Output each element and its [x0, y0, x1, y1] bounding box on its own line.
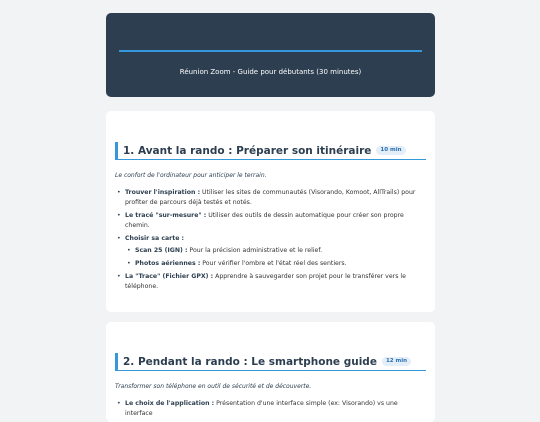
list-item — [125, 234, 426, 269]
item-label: Trouver l'inspiration : — [125, 189, 201, 196]
list-item — [125, 272, 426, 292]
sub-item-list — [125, 246, 426, 269]
section-title: 2. Pendant la rando : Le smartphone guide — [123, 355, 377, 368]
item-text: Pour vérifier l'ombre et l'état réel des sentiers. — [200, 260, 347, 267]
header-divider — [119, 50, 422, 52]
item-label: Choisir sa carte : — [125, 235, 185, 242]
list-item — [125, 188, 426, 208]
header-subtitle: Réunion Zoom - Guide pour débutants (30 minutes) — [179, 68, 362, 76]
header-banner — [106, 13, 435, 97]
item-text: Pour la précision administrative et le relief. — [187, 247, 323, 254]
section-heading — [115, 142, 426, 160]
duration-badge: 12 min — [382, 357, 411, 366]
section-intro: Transformer son téléphone en outil de sécurité et de découverte. — [115, 383, 312, 390]
item-text: Utiliser des outils de dessin automatique pour créer son propre chemin. — [125, 212, 404, 229]
item-label: Photos aériennes : — [135, 260, 201, 267]
item-text: Utiliser les sites de communautés (Visorando, Komoot, AllTrails) pour profiter de parcours déjà testés et notés. — [125, 189, 416, 206]
item-label: Scan 25 (IGN) : — [135, 247, 188, 254]
item-list — [115, 399, 426, 419]
list-item — [125, 211, 426, 231]
item-label: La "Trace" (Fichier GPX) : — [125, 273, 214, 280]
section-card — [106, 111, 435, 312]
section-card — [106, 322, 435, 422]
item-label: Le tracé "sur-mesure" : — [125, 212, 207, 219]
section-title: 1. Avant la rando : Préparer son itinéraire — [123, 144, 372, 157]
item-text: Apprendre à sauvegarder son projet pour le transférer vers le téléphone. — [125, 273, 406, 290]
list-item — [125, 399, 426, 419]
sub-list-item — [135, 246, 426, 256]
section-heading — [115, 353, 426, 371]
item-label: Le choix de l'application : — [125, 400, 215, 407]
duration-badge: 10 min — [376, 146, 405, 155]
item-list — [115, 188, 426, 292]
section-intro: Le confort de l'ordinateur pour anticiper le terrain. — [115, 172, 267, 179]
item-text: Présentation d'une interface simple (ex: Visorando) vs une interface — [125, 400, 398, 417]
sub-list-item — [135, 259, 426, 269]
